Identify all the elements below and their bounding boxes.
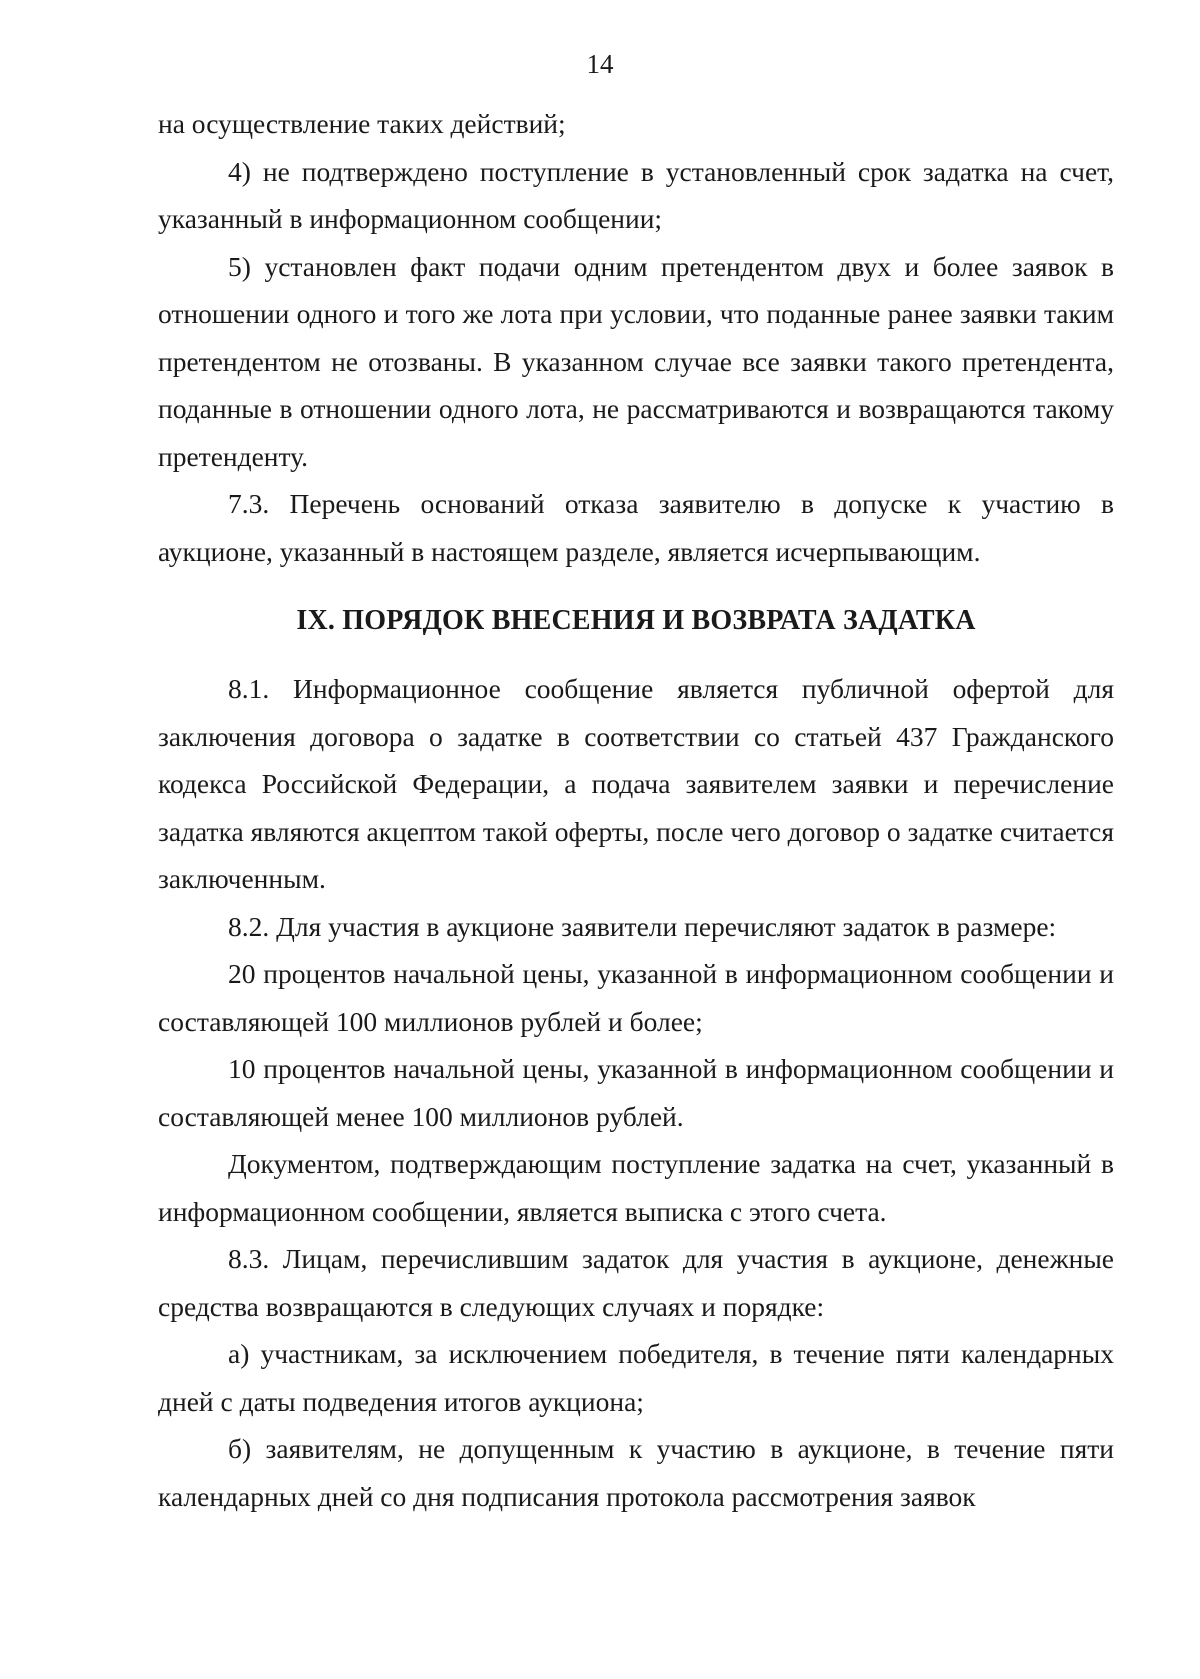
section-heading: IX. ПОРЯДОК ВНЕСЕНИЯ И ВОЗВРАТА ЗАДАТКА [296, 605, 976, 636]
paragraph-item-4: 4) не подтверждено поступление в установленный срок задатка на счет, указанный в информационном сообщении; [158, 155, 1114, 234]
paragraph-document-proof: Документом, подтверждающим поступление задатка на счет, указанный в информационном сообщении, является выписка с этого счета. [158, 1148, 1114, 1227]
paragraph-item-a: а) участникам, за исключением победителя, в течение пяти календарных дней с даты подведения итогов аукциона; [158, 1338, 1114, 1417]
paragraph-8-1: 8.1. Информационное сообщение является публичной офертой для заключения договора о задатке в соответствии со статьей 437 Гражданского кодекса Российской Федерации, а подача заявителем заявки и перечисление задатка являются акцептом такой оферты, после чего договор о задатке считается заключенным. [158, 673, 1114, 894]
paragraph-8-3: 8.3. Лицам, перечислившим задаток для участия в аукционе, денежные средства возвращаются в следующих случаях и порядке: [158, 1243, 1114, 1322]
paragraph-10-percent: 10 процентов начальной цены, указанной в информационном сообщении и составляющей менее 100 миллионов рублей. [158, 1053, 1114, 1132]
page-number: 14 [586, 49, 614, 79]
paragraph-item-b: б) заявителям, не допущенным к участию в аукционе, в течение пяти календарных дней со дня подписания протокола рассмотрения заявок [158, 1433, 1114, 1512]
document-body [158, 100, 1114, 1520]
paragraph-continuation: на осуществление таких действий; [158, 108, 566, 139]
paragraph-item-5: 5) установлен факт подачи одним претендентом двух и более заявок в отношении одного и того же лота при условии, что поданные ранее заявки таким претендентом не отозваны. В указанном случае все заявки такого претендента, поданные в отношении одного лота, не рассматриваются и возвращаются такому претенденту. [158, 250, 1114, 472]
paragraph-8-2: 8.2. Для участия в аукционе заявители перечисляют задаток в размере: [228, 910, 1057, 942]
paragraph-7-3: 7.3. Перечень оснований отказа заявителю в допуске к участию в аукционе, указанный в настоящем разделе, является исчерпывающим. [158, 488, 1114, 567]
paragraph-20-percent: 20 процентов начальной цены, указанной в информационном сообщении и составляющей 100 миллионов рублей и более; [158, 958, 1114, 1037]
